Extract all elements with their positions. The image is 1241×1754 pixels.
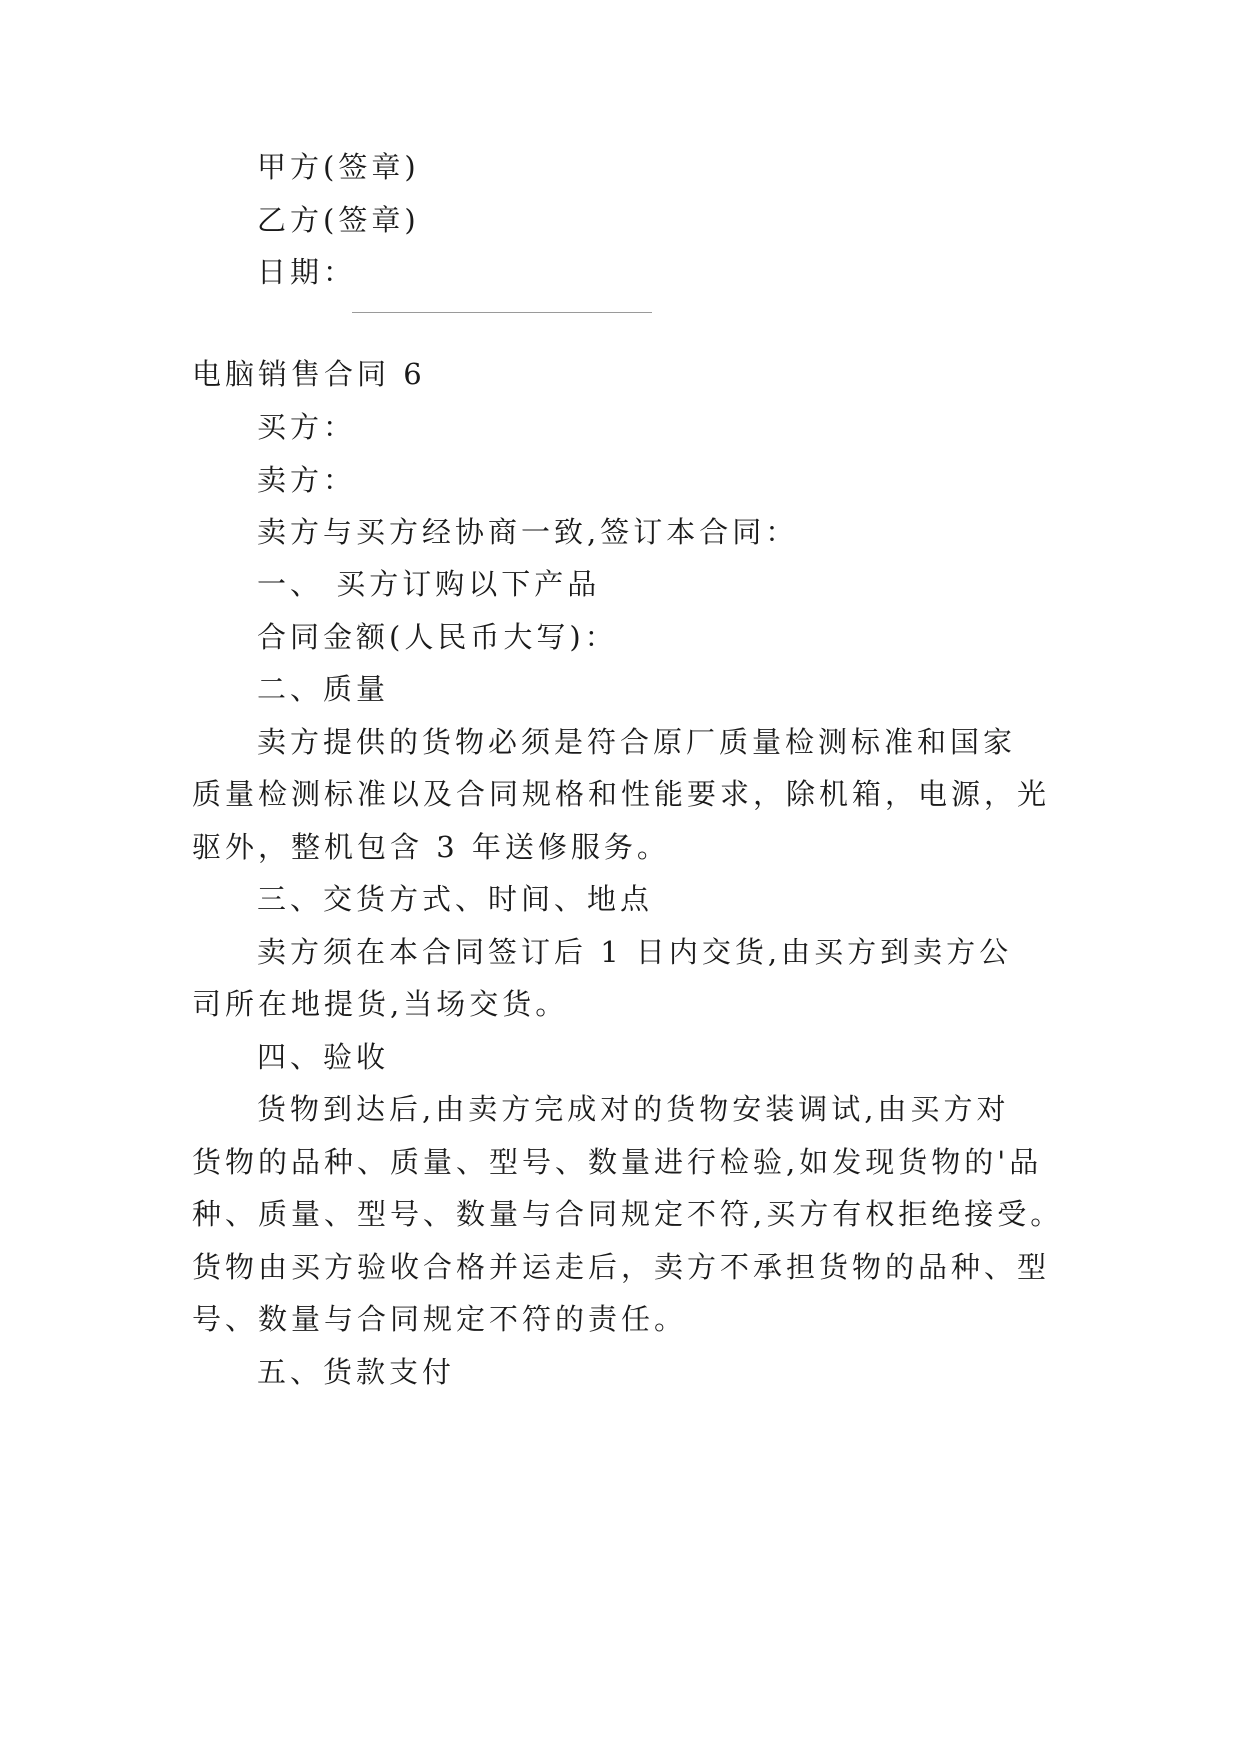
contract-title: 电脑销售合同 6	[192, 357, 426, 391]
section-1-heading: 一、 买方订购以下产品	[257, 567, 601, 601]
section-4-body-line: 种、质量、型号、数量与合同规定不符,买方有权拒绝接受。	[192, 1197, 1064, 1231]
section-2-heading: 二、质量	[257, 672, 390, 706]
section-5-heading: 五、货款支付	[257, 1355, 456, 1389]
section-4-body-line: 号、数量与合同规定不符的责任。	[192, 1302, 688, 1336]
date-label: 日期：	[257, 255, 357, 289]
section-2-body-line: 质量检测标准以及合同规格和性能要求，除机箱，电源，光	[192, 777, 1051, 811]
contract-amount-label: 合同金额(人民币大写)：	[257, 620, 618, 654]
seller-label: 卖方：	[257, 463, 357, 497]
intro-paragraph: 卖方与买方经协商一致,签订本合同：	[257, 515, 799, 549]
party-a-signature-label: 甲方(签章)	[257, 150, 420, 184]
section-4-body-line: 货物由买方验收合格并运走后，卖方不承担货物的品种、型	[192, 1250, 1051, 1284]
party-b-signature-label: 乙方(签章)	[257, 203, 420, 237]
buyer-label: 买方：	[257, 410, 357, 444]
section-3-heading: 三、交货方式、时间、地点	[257, 882, 654, 916]
section-4-body-line: 货物到达后,由卖方完成对的货物安装调试,由买方对	[257, 1092, 1010, 1126]
section-4-heading: 四、验收	[257, 1040, 390, 1074]
section-4-body-line: 货物的品种、质量、型号、数量进行检验,如发现货物的'品	[192, 1145, 1043, 1179]
section-3-body-line: 司所在地提货,当场交货。	[192, 987, 569, 1021]
date-fill-line[interactable]	[352, 312, 652, 313]
section-2-body-line: 驱外，整机包含 3 年送修服务。	[192, 830, 670, 864]
section-2-body-line: 卖方提供的货物必须是符合原厂质量检测标准和国家	[257, 725, 1017, 759]
section-3-body-line: 卖方须在本合同签订后 1 日内交货,由买方到卖方公	[257, 935, 1013, 969]
